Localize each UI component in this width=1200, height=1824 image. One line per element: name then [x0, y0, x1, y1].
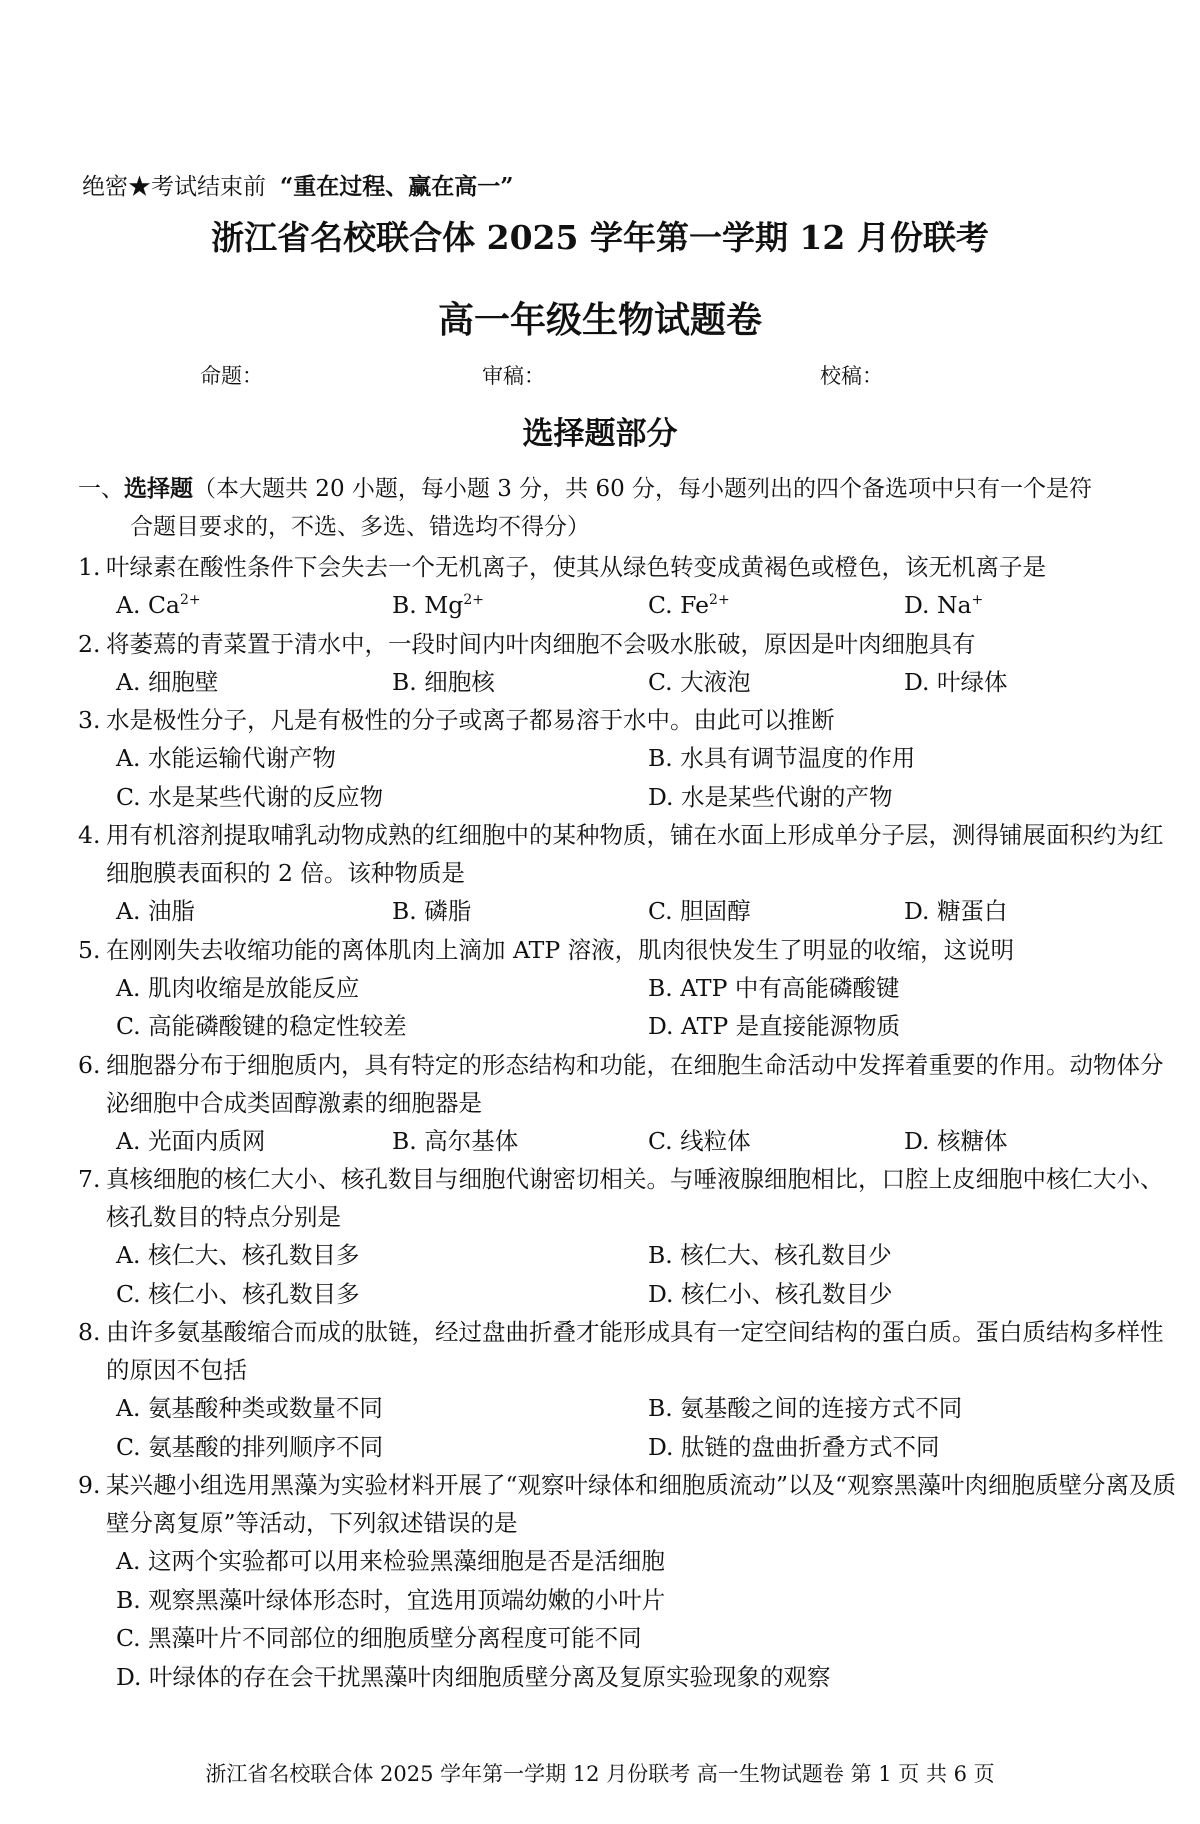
question-number: 8.	[78, 1318, 101, 1346]
option-a: A. 这两个实验都可以用来检验黑藻细胞是否是活细胞	[116, 1547, 665, 1575]
option-c: C. 大液泡	[648, 667, 751, 696]
option-d: D. 糖蛋白	[904, 897, 1008, 925]
question-number: 3.	[78, 706, 101, 734]
slogan: “重在过程、赢在高一”	[280, 173, 514, 200]
question-number: 7.	[78, 1165, 101, 1193]
option-d: D. Na+	[904, 591, 984, 619]
option-c: C. 核仁小、核孔数目多	[116, 1279, 360, 1308]
option-c: C. $Fe^{2+}$	[648, 591, 730, 619]
section-desc-1: （本大题共 20 小题，每小题 3 分，共 60 分，每小题列出的四个备选项中只有一个是符	[193, 476, 1093, 502]
option-list	[78, 663, 1178, 702]
option-a: A. $Ca^{2+}$	[116, 591, 201, 619]
option-a: A. 肌肉收缩是放能反应	[116, 973, 360, 1002]
secret-mark: 绝密★考试结束前	[82, 174, 266, 200]
option-a: A. 光面内质网	[116, 1126, 266, 1155]
option-d: D. 叶绿体	[904, 667, 1008, 696]
option-a: A. 细胞壁	[116, 667, 219, 696]
page-footer: 浙江省名校联合体 2025 学年第一学期 12 月份联考 高一生物试题卷 第 1 页 共 6 页	[205, 1762, 995, 1786]
question-number: 2.	[78, 629, 101, 658]
question-5	[78, 931, 1178, 1046]
option-d: D. 肽链的盘曲折叠方式不同	[648, 1432, 940, 1461]
question-list	[78, 548, 1178, 1696]
section-number: 一、	[78, 476, 124, 502]
question-8	[78, 1313, 1178, 1466]
option-b: B. 细胞核	[392, 667, 495, 696]
option-c: C. 高能磷酸键的稳定性较差	[116, 1012, 407, 1040]
option-c: C. 黑藻叶片不同部位的细胞质壁分离程度可能不同	[116, 1624, 642, 1652]
option-d: D. 水是某些代谢的产物	[648, 782, 893, 811]
paper-title: 高一年级生物试题卷	[437, 299, 762, 341]
option-list	[78, 969, 1178, 1046]
question-7	[78, 1160, 1178, 1313]
option-b: B. 观察黑藻叶绿体形态时，宜选用顶端幼嫩的小叶片	[116, 1585, 666, 1614]
question-stem: 真核细胞的核仁大小、核孔数目与细胞代谢密切相关。与唾液腺细胞相比，口腔上皮细胞中核仁大小、核孔数目的特点分别是	[106, 1165, 1164, 1231]
confidential-line	[82, 168, 513, 201]
question-3	[78, 701, 1178, 816]
section-label: 选择题	[124, 475, 193, 502]
section-desc-2: 合题目要求的，不选、多选、错选均不得分）	[130, 514, 590, 540]
option-b: B. 核仁大、核孔数目少	[648, 1241, 892, 1269]
option-c: C. 线粒体	[648, 1126, 751, 1155]
part-title: 选择题部分	[522, 416, 678, 452]
question-stem: 将萎蔫的青菜置于清水中，一段时间内叶肉细胞不会吸水胀破，原因是叶肉细胞具有	[106, 629, 976, 658]
question-6	[78, 1046, 1178, 1161]
credit-author: 命题：	[200, 364, 263, 388]
option-list	[78, 1389, 1178, 1466]
option-d: D. 叶绿体的存在会干扰黑藻叶肉细胞质壁分离及复原实验现象的观察	[116, 1662, 831, 1691]
option-b: B. 氨基酸之间的连接方式不同	[648, 1394, 963, 1422]
option-list	[78, 739, 1178, 816]
exam-title: 浙江省名校联合体 2025 学年第一学期 12 月份联考	[211, 218, 989, 257]
option-b: B. ATP 中有高能磷酸键	[648, 973, 900, 1002]
question-stem: 水是极性分子，凡是有极性的分子或离子都易溶于水中。由此可以推断	[106, 706, 835, 734]
option-list	[78, 1236, 1178, 1313]
credit-review: 审稿：	[482, 364, 545, 388]
question-9	[78, 1466, 1178, 1696]
option-a: A. 油脂	[116, 897, 195, 925]
question-stem: 用有机溶剂提取哺乳动物成熟的红细胞中的某种物质，铺在水面上形成单分子层，测得铺展面积约为红细胞膜表面积的 2 倍。该种物质是	[106, 821, 1164, 887]
option-c: C. 胆固醇	[648, 897, 751, 925]
question-2	[78, 625, 1178, 702]
option-a: A. 水能运输代谢产物	[116, 744, 336, 772]
question-stem: 在刚刚失去收缩功能的离体肌肉上滴加 ATP 溶液，肌肉很快发生了明显的收缩，这说明	[106, 935, 1015, 964]
question-4	[78, 816, 1178, 931]
option-b: B. 水具有调节温度的作用	[648, 744, 916, 772]
question-stem: 由许多氨基酸缩合而成的肽链，经过盘曲折叠才能形成具有一定空间结构的蛋白质。蛋白质结构多样性的原因不包括	[106, 1318, 1164, 1384]
option-b: B. 高尔基体	[392, 1126, 519, 1155]
question-stem: 某兴趣小组选用黑藻为实验材料开展了“观察叶绿体和细胞质流动”以及“观察黑藻叶肉细胞质壁分离及质壁分离复原”等活动，下列叙述错误的是	[106, 1471, 1177, 1537]
credit-proof: 校稿：	[820, 364, 883, 388]
option-c: C. 氨基酸的排列顺序不同	[116, 1432, 384, 1461]
option-c: C. 水是某些代谢的反应物	[116, 782, 384, 811]
question-1	[78, 548, 1178, 625]
option-d: D. 核糖体	[904, 1126, 1008, 1155]
question-stem: 叶绿素在酸性条件下会失去一个无机离子，使其从绿色转变成黄褐色或橙色，该无机离子是	[106, 553, 1046, 581]
option-d: D. 核仁小、核孔数目少	[648, 1279, 893, 1308]
question-number: 6.	[78, 1050, 101, 1079]
option-d: D. ATP 是直接能源物质	[648, 1012, 901, 1040]
option-list	[78, 1542, 1178, 1696]
question-number: 5.	[78, 935, 101, 964]
option-list	[78, 892, 1178, 931]
question-stem: 细胞器分布于细胞质内，具有特定的形态结构和功能，在细胞生命活动中发挥着重要的作用。动物体分泌细胞中合成类固醇激素的细胞器是	[106, 1050, 1164, 1117]
question-number: 4.	[78, 821, 101, 849]
question-number: 1.	[78, 553, 101, 581]
section-heading	[78, 470, 1178, 546]
question-number: 9.	[78, 1471, 101, 1499]
option-a: A. 氨基酸种类或数量不同	[116, 1394, 383, 1422]
option-list	[78, 586, 1178, 625]
option-b: B. $Mg^{2+}$	[392, 591, 484, 619]
option-a: A. 核仁大、核孔数目多	[116, 1241, 360, 1269]
option-list	[78, 1122, 1178, 1161]
option-b: B. 磷脂	[392, 897, 472, 925]
